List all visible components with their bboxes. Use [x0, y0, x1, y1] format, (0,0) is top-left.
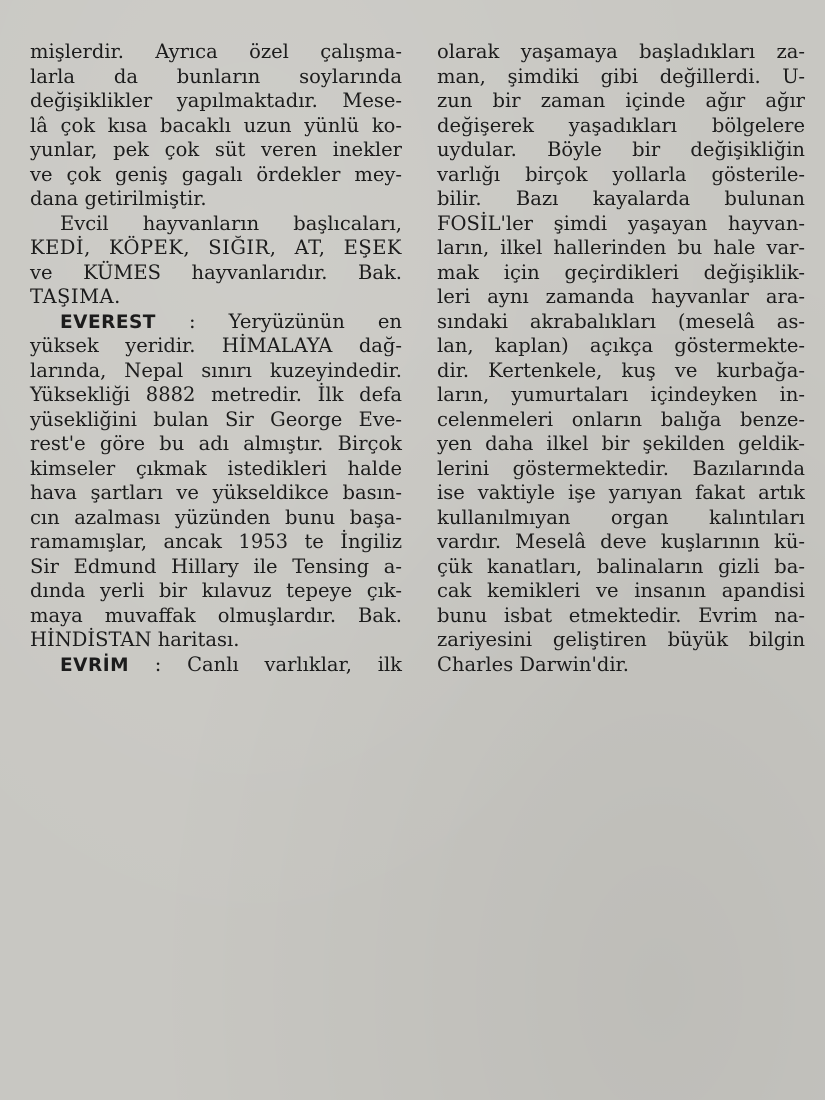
text-line: olarak yaşamaya başladıkları za- — [437, 40, 805, 63]
entry-everest-first-line — [30, 310, 402, 335]
text-line: larla da bunların soylarında — [30, 64, 402, 88]
text-line: KEDİ, KÖPEK, SIĞIR, AT, EŞEK — [30, 236, 402, 259]
text-line: varlığı birçok yollarla gösterile- — [437, 162, 805, 186]
text-line: larında, Nepal sınırı kuzeyindedir. — [30, 358, 402, 382]
text-line: cın azalması yüzünden bunu başa- — [30, 505, 402, 529]
text-line: yüksek yeridir. HİMALAYA dağ- — [30, 334, 402, 357]
text-line: vardır. Meselâ deve kuşlarının kü- — [437, 530, 805, 553]
text-line: ve çok geniş gagalı ördekler mey- — [30, 162, 402, 186]
text-line: zariyesini geliştiren büyük bilgin — [437, 628, 805, 651]
text-line: zun bir zaman içinde ağır ağır — [437, 89, 805, 112]
text-line: değişiklikler yapılmaktadır. Mese- — [30, 89, 402, 112]
right-column — [437, 40, 805, 677]
text-line: FOSİL'ler şimdi yaşayan hayvan- — [437, 211, 805, 235]
text-line: yunlar, pek çok süt veren inekler — [30, 138, 402, 161]
text-line: maya muvaffak olmuşlardır. Bak. — [30, 603, 402, 627]
text-line: ise vaktiyle işe yarıyan fakat artık — [437, 481, 805, 504]
entry-evrim-first-line — [30, 653, 402, 678]
text-line: man, şimdiki gibi değillerdi. U- — [437, 64, 805, 88]
text-line: dana getirilmiştir. — [30, 187, 207, 210]
text-line: kimseler çıkmak istedikleri halde — [30, 456, 402, 480]
text-line: uydular. Böyle bir değişikliğin — [437, 138, 805, 161]
entry-heading-everest: EVEREST — [60, 311, 156, 333]
text-line: bunu isbat etmektedir. Evrim na- — [437, 603, 805, 627]
text-line: ve KÜMES hayvanlarıdır. Bak. — [30, 260, 402, 284]
text-line: lan, kaplan) açıkça göstermekte- — [437, 334, 805, 357]
text-line: Charles Darwin'dir. — [437, 652, 629, 676]
text-line: cak kemikleri ve insanın apandisi — [437, 579, 805, 602]
entry-heading-evrim: EVRİM — [60, 654, 129, 676]
entry-text: : Canlı varlıklar, ilk — [154, 652, 402, 676]
text-line: yüsekliğini bulan Sir George Eve- — [30, 407, 402, 431]
left-column — [30, 40, 402, 677]
text-line: çük kanatları, balinaların gizli ba- — [437, 554, 805, 578]
text-line: kullanılmıyan organ kalıntıları — [437, 505, 805, 529]
text-line: lâ çok kısa bacaklı uzun yünlü ko- — [30, 113, 402, 137]
text-line: bilir. Bazı kayalarda bulunan — [437, 187, 805, 210]
text-line: HİNDİSTAN haritası. — [30, 628, 240, 651]
entry-text: : Yeryüzünün en — [189, 309, 402, 333]
text-line: mak için geçirdikleri değişiklik- — [437, 260, 805, 284]
text-line: dir. Kertenkele, kuş ve kurbağa- — [437, 358, 805, 382]
text-line: ların, yumurtaları içindeyken in- — [437, 383, 805, 406]
text-line: yen daha ilkel bir şekilden geldik- — [437, 432, 805, 455]
text-line: leri aynı zamanda hayvanlar ara- — [437, 285, 805, 308]
text-line: sındaki akrabalıkları (meselâ as- — [437, 309, 805, 333]
text-line: değişerek yaşadıkları bölgelere — [437, 113, 805, 137]
text-line: ramamışlar, ancak 1953 te İngiliz — [30, 530, 402, 553]
text-line: mişlerdir. Ayrıca özel çalışma- — [30, 40, 402, 63]
text-line: rest'e göre bu adı almıştır. Birçok — [30, 432, 402, 455]
text-line: hava şartları ve yükseldikce basın- — [30, 481, 402, 504]
text-line: TAŞIMA. — [30, 285, 121, 308]
text-line: dında yerli bir kılavuz tepeye çık- — [30, 579, 402, 602]
text-line: lerini göstermektedir. Bazılarında — [437, 456, 805, 480]
text-line: Yüksekliği 8882 metredir. İlk defa — [30, 383, 402, 406]
text-line: Sir Edmund Hillary ile Tensing a- — [30, 554, 402, 578]
text-line: celenmeleri onların balığa benze- — [437, 407, 805, 431]
text-line: ların, ilkel hallerinden bu hale var- — [437, 236, 805, 259]
text-line: Evcil hayvanların başlıcaları, — [60, 211, 402, 235]
